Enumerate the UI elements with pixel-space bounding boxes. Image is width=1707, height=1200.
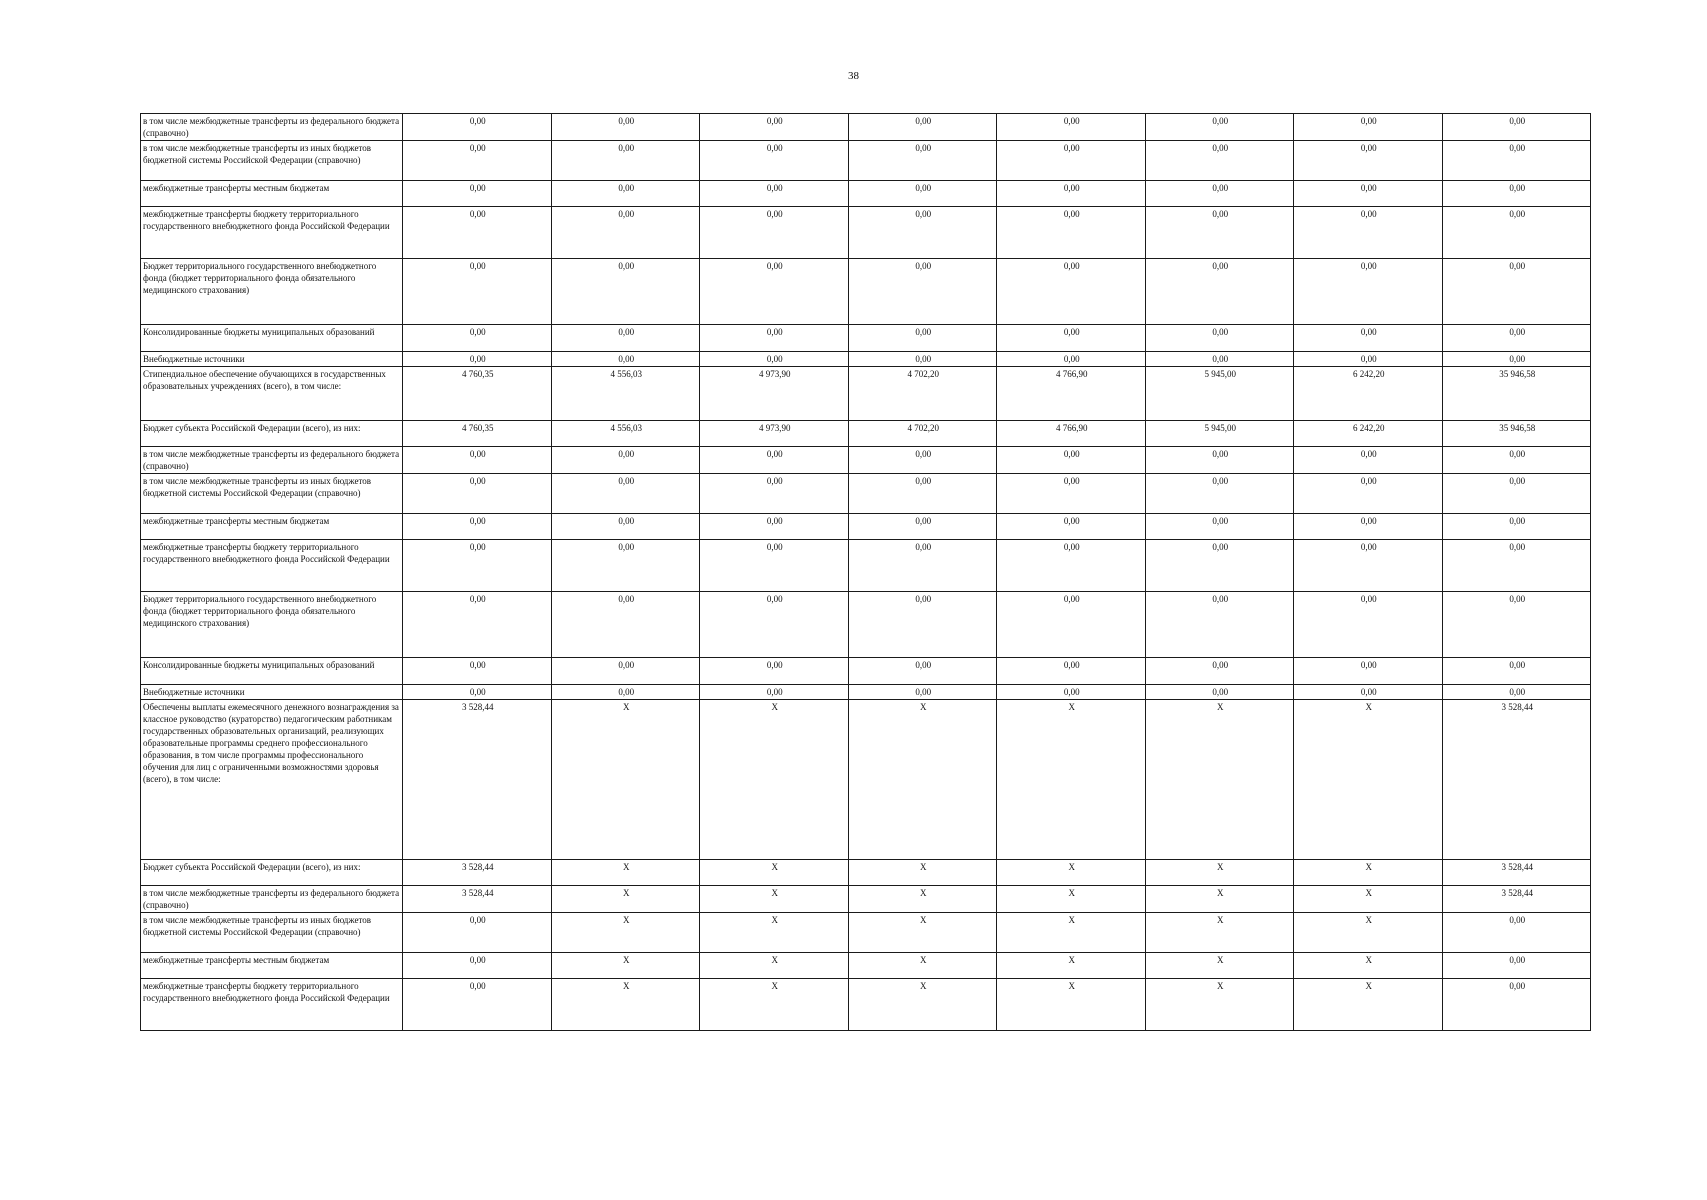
value-cell: 0,00 xyxy=(1145,207,1294,259)
value-cell: 0,00 xyxy=(1145,259,1294,325)
value-cell: 0,00 xyxy=(1294,474,1443,514)
value-cell: 0,00 xyxy=(1442,259,1591,325)
value-cell: X xyxy=(551,913,700,953)
table-row xyxy=(141,421,1591,447)
row-label: Внебюджетные источники xyxy=(141,352,403,367)
table-row xyxy=(141,886,1591,913)
value-cell: 0,00 xyxy=(700,540,849,592)
page-number: 38 xyxy=(848,70,859,82)
value-cell: 0,00 xyxy=(403,141,552,181)
value-cell: 0,00 xyxy=(1145,141,1294,181)
value-cell: 0,00 xyxy=(403,913,552,953)
value-cell: X xyxy=(1294,700,1443,860)
value-cell: 0,00 xyxy=(848,540,997,592)
value-cell: 3 528,44 xyxy=(403,700,552,860)
value-cell: X xyxy=(700,953,849,979)
budget-table-body xyxy=(141,114,1591,1031)
value-cell: 0,00 xyxy=(1442,141,1591,181)
value-cell: X xyxy=(997,913,1146,953)
table-row xyxy=(141,514,1591,540)
table-row xyxy=(141,447,1591,474)
row-label: в том числе межбюджетные трансферты из иных бюджетов бюджетной системы Российской Федерации (справочно) xyxy=(141,913,403,953)
value-cell: 0,00 xyxy=(551,658,700,685)
value-cell: 0,00 xyxy=(1294,325,1443,352)
value-cell: 5 945,00 xyxy=(1145,421,1294,447)
value-cell: X xyxy=(997,700,1146,860)
value-cell: 3 528,44 xyxy=(403,860,552,886)
value-cell: 0,00 xyxy=(997,352,1146,367)
value-cell: X xyxy=(997,979,1146,1031)
value-cell: X xyxy=(997,886,1146,913)
value-cell: 3 528,44 xyxy=(1442,860,1591,886)
value-cell: X xyxy=(1294,886,1443,913)
value-cell: X xyxy=(848,860,997,886)
value-cell: X xyxy=(848,979,997,1031)
value-cell: 0,00 xyxy=(1145,514,1294,540)
row-label: межбюджетные трансферты бюджету территориального государственного внебюджетного фонда Российской Федерации xyxy=(141,540,403,592)
value-cell: 0,00 xyxy=(997,325,1146,352)
value-cell: 0,00 xyxy=(1145,540,1294,592)
value-cell: X xyxy=(551,700,700,860)
value-cell: 35 946,58 xyxy=(1442,421,1591,447)
value-cell: X xyxy=(700,979,849,1031)
value-cell: 0,00 xyxy=(997,685,1146,700)
value-cell: 4 702,20 xyxy=(848,421,997,447)
value-cell: 3 528,44 xyxy=(1442,700,1591,860)
value-cell: 0,00 xyxy=(997,181,1146,207)
value-cell: 0,00 xyxy=(997,207,1146,259)
value-cell: 0,00 xyxy=(1294,540,1443,592)
value-cell: 4 702,20 xyxy=(848,367,997,421)
table-row xyxy=(141,259,1591,325)
value-cell: 0,00 xyxy=(403,979,552,1031)
value-cell: 0,00 xyxy=(1145,685,1294,700)
value-cell: 0,00 xyxy=(848,114,997,141)
value-cell: 0,00 xyxy=(551,540,700,592)
row-label: межбюджетные трансферты местным бюджетам xyxy=(141,181,403,207)
value-cell: 0,00 xyxy=(1442,114,1591,141)
value-cell: 0,00 xyxy=(1294,207,1443,259)
value-cell: 0,00 xyxy=(403,447,552,474)
value-cell: 0,00 xyxy=(551,325,700,352)
value-cell: 0,00 xyxy=(700,685,849,700)
value-cell: 0,00 xyxy=(1442,953,1591,979)
value-cell: 0,00 xyxy=(848,352,997,367)
row-label: в том числе межбюджетные трансферты из федерального бюджета (справочно) xyxy=(141,114,403,141)
value-cell: 0,00 xyxy=(700,474,849,514)
table-row xyxy=(141,325,1591,352)
value-cell: 4 556,03 xyxy=(551,421,700,447)
row-label: Стипендиальное обеспечение обучающихся в государственных образовательных учреждениях (всего), в том числе: xyxy=(141,367,403,421)
value-cell: 0,00 xyxy=(551,592,700,658)
row-label: в том числе межбюджетные трансферты из федерального бюджета (справочно) xyxy=(141,447,403,474)
value-cell: 3 528,44 xyxy=(1442,886,1591,913)
row-label: Бюджет субъекта Российской Федерации (всего), из них: xyxy=(141,860,403,886)
value-cell: X xyxy=(700,913,849,953)
value-cell: 0,00 xyxy=(403,181,552,207)
value-cell: X xyxy=(1145,953,1294,979)
row-label: Внебюджетные источники xyxy=(141,685,403,700)
value-cell: 0,00 xyxy=(848,685,997,700)
row-label: в том числе межбюджетные трансферты из федерального бюджета (справочно) xyxy=(141,886,403,913)
value-cell: 0,00 xyxy=(700,181,849,207)
value-cell: 0,00 xyxy=(1294,447,1443,474)
value-cell: X xyxy=(997,860,1146,886)
value-cell: 0,00 xyxy=(1294,141,1443,181)
value-cell: X xyxy=(1294,953,1443,979)
value-cell: 0,00 xyxy=(848,658,997,685)
value-cell: 0,00 xyxy=(1294,685,1443,700)
value-cell: 0,00 xyxy=(1294,592,1443,658)
row-label: Консолидированные бюджеты муниципальных образований xyxy=(141,325,403,352)
value-cell: 0,00 xyxy=(1442,447,1591,474)
value-cell: X xyxy=(848,886,997,913)
table-row xyxy=(141,181,1591,207)
value-cell: 0,00 xyxy=(551,259,700,325)
value-cell: X xyxy=(1294,860,1443,886)
value-cell: X xyxy=(551,979,700,1031)
value-cell: 0,00 xyxy=(700,207,849,259)
value-cell: 0,00 xyxy=(848,207,997,259)
value-cell: 0,00 xyxy=(700,352,849,367)
table-row xyxy=(141,700,1591,860)
value-cell: 0,00 xyxy=(1442,181,1591,207)
value-cell: 0,00 xyxy=(403,325,552,352)
table-row xyxy=(141,592,1591,658)
table-row xyxy=(141,658,1591,685)
value-cell: 0,00 xyxy=(1442,352,1591,367)
value-cell: 4 556,03 xyxy=(551,367,700,421)
value-cell: 0,00 xyxy=(997,141,1146,181)
table-row xyxy=(141,114,1591,141)
value-cell: 0,00 xyxy=(403,514,552,540)
value-cell: 0,00 xyxy=(1145,181,1294,207)
value-cell: X xyxy=(1294,913,1443,953)
value-cell: 0,00 xyxy=(1294,352,1443,367)
row-label: Бюджет территориального государственного внебюджетного фонда (бюджет территориального фонда обязательного медицинского страхования) xyxy=(141,259,403,325)
value-cell: 0,00 xyxy=(551,685,700,700)
value-cell: 0,00 xyxy=(848,181,997,207)
value-cell: 0,00 xyxy=(848,592,997,658)
value-cell: 0,00 xyxy=(700,114,849,141)
value-cell: 3 528,44 xyxy=(403,886,552,913)
value-cell: X xyxy=(700,886,849,913)
value-cell: 0,00 xyxy=(1442,979,1591,1031)
table-row xyxy=(141,352,1591,367)
value-cell: X xyxy=(997,953,1146,979)
value-cell: 0,00 xyxy=(551,181,700,207)
value-cell: 0,00 xyxy=(1442,913,1591,953)
table-row xyxy=(141,474,1591,514)
value-cell: 0,00 xyxy=(551,114,700,141)
value-cell: 6 242,20 xyxy=(1294,421,1443,447)
row-label: межбюджетные трансферты местным бюджетам xyxy=(141,514,403,540)
value-cell: 0,00 xyxy=(1145,325,1294,352)
value-cell: 0,00 xyxy=(1294,514,1443,540)
value-cell: 0,00 xyxy=(700,658,849,685)
value-cell: 4 973,90 xyxy=(700,367,849,421)
value-cell: 0,00 xyxy=(1442,685,1591,700)
value-cell: 0,00 xyxy=(997,114,1146,141)
value-cell: 0,00 xyxy=(1145,352,1294,367)
value-cell: 0,00 xyxy=(848,514,997,540)
value-cell: 0,00 xyxy=(1145,114,1294,141)
value-cell: 0,00 xyxy=(403,114,552,141)
value-cell: 0,00 xyxy=(403,685,552,700)
value-cell: X xyxy=(551,886,700,913)
value-cell: X xyxy=(1145,700,1294,860)
value-cell: 0,00 xyxy=(700,325,849,352)
value-cell: 0,00 xyxy=(1442,474,1591,514)
value-cell: 0,00 xyxy=(848,447,997,474)
table-row xyxy=(141,860,1591,886)
value-cell: 0,00 xyxy=(700,592,849,658)
value-cell: X xyxy=(551,953,700,979)
value-cell: X xyxy=(1145,979,1294,1031)
value-cell: 0,00 xyxy=(1294,114,1443,141)
value-cell: 0,00 xyxy=(1442,514,1591,540)
row-label: Бюджет территориального государственного внебюджетного фонда (бюджет территориального фонда обязательного медицинского страхования) xyxy=(141,592,403,658)
value-cell: 0,00 xyxy=(1442,207,1591,259)
value-cell: 6 242,20 xyxy=(1294,367,1443,421)
budget-table xyxy=(140,113,1591,1031)
value-cell: X xyxy=(848,953,997,979)
value-cell: X xyxy=(700,860,849,886)
value-cell: 0,00 xyxy=(997,592,1146,658)
value-cell: 0,00 xyxy=(848,325,997,352)
value-cell: 0,00 xyxy=(551,352,700,367)
value-cell: X xyxy=(551,860,700,886)
table-row xyxy=(141,953,1591,979)
value-cell: 0,00 xyxy=(1442,325,1591,352)
value-cell: 0,00 xyxy=(403,592,552,658)
value-cell: X xyxy=(848,700,997,860)
row-label: Обеспечены выплаты ежемесячного денежного вознаграждения за классное руководство (кураторство) педагогическим работникам государственных образовательных организаций, реализующих образовательные программы среднего профессионального образования, в том числе программы профессионального обучения для лиц с ограниченными возможностями здоровья (всего), в том числе: xyxy=(141,700,403,860)
value-cell: 0,00 xyxy=(997,658,1146,685)
value-cell: 0,00 xyxy=(1294,259,1443,325)
table-row xyxy=(141,685,1591,700)
value-cell: 0,00 xyxy=(997,259,1146,325)
value-cell: X xyxy=(700,700,849,860)
value-cell: 0,00 xyxy=(1145,474,1294,514)
value-cell: 0,00 xyxy=(997,447,1146,474)
value-cell: 0,00 xyxy=(700,447,849,474)
value-cell: 0,00 xyxy=(1145,447,1294,474)
value-cell: 0,00 xyxy=(403,259,552,325)
value-cell: X xyxy=(1145,886,1294,913)
value-cell: 4 766,90 xyxy=(997,367,1146,421)
row-label: в том числе межбюджетные трансферты из иных бюджетов бюджетной системы Российской Федерации (справочно) xyxy=(141,474,403,514)
table-row xyxy=(141,207,1591,259)
row-label: Консолидированные бюджеты муниципальных образований xyxy=(141,658,403,685)
value-cell: 0,00 xyxy=(403,953,552,979)
value-cell: 0,00 xyxy=(403,540,552,592)
value-cell: X xyxy=(1294,979,1443,1031)
value-cell: 5 945,00 xyxy=(1145,367,1294,421)
table-row xyxy=(141,367,1591,421)
value-cell: 0,00 xyxy=(1442,658,1591,685)
value-cell: 0,00 xyxy=(997,474,1146,514)
value-cell: 4 760,35 xyxy=(403,367,552,421)
value-cell: 0,00 xyxy=(1442,540,1591,592)
value-cell: 0,00 xyxy=(551,207,700,259)
table-row xyxy=(141,979,1591,1031)
table-row xyxy=(141,913,1591,953)
value-cell: 0,00 xyxy=(700,514,849,540)
value-cell: X xyxy=(848,913,997,953)
row-label: межбюджетные трансферты бюджету территориального государственного внебюджетного фонда Российской Федерации xyxy=(141,207,403,259)
value-cell: 0,00 xyxy=(700,259,849,325)
value-cell: 35 946,58 xyxy=(1442,367,1591,421)
value-cell: 0,00 xyxy=(1294,658,1443,685)
value-cell: 0,00 xyxy=(848,141,997,181)
value-cell: 0,00 xyxy=(551,514,700,540)
value-cell: 0,00 xyxy=(997,514,1146,540)
value-cell: 4 973,90 xyxy=(700,421,849,447)
value-cell: X xyxy=(1145,913,1294,953)
value-cell: 0,00 xyxy=(848,259,997,325)
value-cell: 0,00 xyxy=(848,474,997,514)
value-cell: 0,00 xyxy=(1145,592,1294,658)
value-cell: 0,00 xyxy=(551,141,700,181)
row-label: Бюджет субъекта Российской Федерации (всего), из них: xyxy=(141,421,403,447)
value-cell: 4 766,90 xyxy=(997,421,1146,447)
value-cell: 0,00 xyxy=(700,141,849,181)
table-row xyxy=(141,540,1591,592)
value-cell: 0,00 xyxy=(997,540,1146,592)
value-cell: 0,00 xyxy=(1294,181,1443,207)
value-cell: 4 760,35 xyxy=(403,421,552,447)
row-label: в том числе межбюджетные трансферты из иных бюджетов бюджетной системы Российской Федерации (справочно) xyxy=(141,141,403,181)
value-cell: 0,00 xyxy=(403,352,552,367)
value-cell: 0,00 xyxy=(551,447,700,474)
value-cell: X xyxy=(1145,860,1294,886)
row-label: межбюджетные трансферты бюджету территориального государственного внебюджетного фонда Российской Федерации xyxy=(141,979,403,1031)
value-cell: 0,00 xyxy=(1145,658,1294,685)
value-cell: 0,00 xyxy=(403,474,552,514)
table-row xyxy=(141,141,1591,181)
value-cell: 0,00 xyxy=(403,207,552,259)
value-cell: 0,00 xyxy=(551,474,700,514)
value-cell: 0,00 xyxy=(403,658,552,685)
row-label: межбюджетные трансферты местным бюджетам xyxy=(141,953,403,979)
value-cell: 0,00 xyxy=(1442,592,1591,658)
